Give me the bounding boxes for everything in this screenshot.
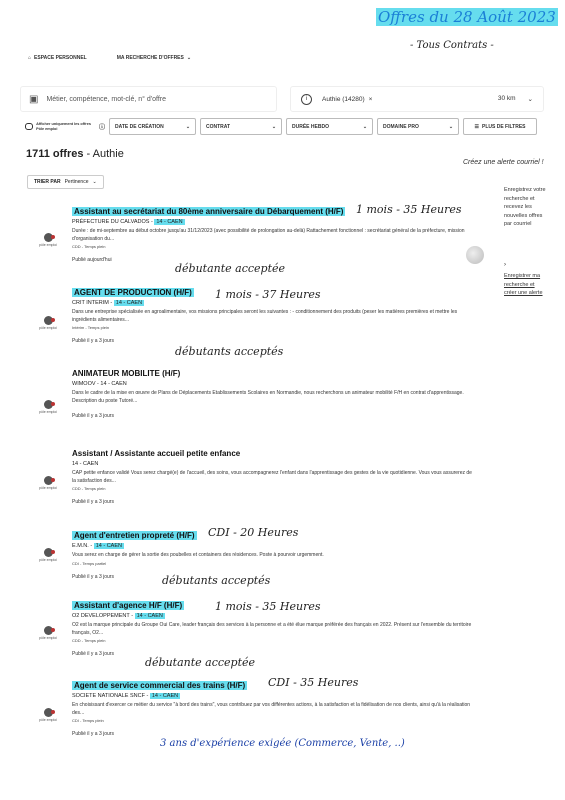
handwritten-job6-hours: 1 mois - 35 Heures bbox=[215, 600, 321, 613]
job-card[interactable]: Assistant d'agence H/F (H/F) O2 DEVELOPPEMENT - 14 - CAEN O2 est la marque principale du Groupe Oui Care, leader français des services à la personne et a été élue marque préférée des français en 2022. Présent sur l'ensemble du territoire français, O2... CDD - Temps plein Publié il y a 3 jours bbox=[72, 601, 472, 657]
chevron-down-icon: ⌄ bbox=[92, 179, 97, 185]
radius-select[interactable]: 30 km ⌄ bbox=[497, 95, 533, 103]
location-search-field[interactable]: i Authie (14280) × 30 km ⌄ bbox=[290, 86, 544, 112]
handwritten-note2: débutants acceptés bbox=[175, 345, 284, 358]
handwritten-job2-hours: 1 mois - 37 Heures bbox=[215, 288, 321, 301]
job-title[interactable]: AGENT DE PRODUCTION (H/F) bbox=[74, 288, 192, 297]
job-card[interactable]: Agent d'entretien propreté (H/F) E.M.N. - 14 - CAEN Vous serez en charge de gérer la sortie des poubelles et containers des résidences. Poste à pourvoir urgemment. CDI - Temps partiel Publié il y a 3 jours bbox=[72, 531, 324, 580]
job-card[interactable]: AGENT DE PRODUCTION (H/F) CRIT INTERIM - 14 - CAEN Dans une entreprise spécialisée en agroalimentaire, vos missions principales seront les suivantes : - conditionnement des produits (peser les matières premières et mettre les ingrédients alimentaires... Intérim - Temps plein Publié il y a 3 jours bbox=[72, 288, 458, 344]
sliders-icon: ☰ bbox=[474, 123, 479, 130]
more-filters-button[interactable]: ☰ PLUS DE FILTRES bbox=[463, 118, 537, 135]
job-title[interactable]: Agent d'entretien propreté (H/F) bbox=[74, 531, 195, 540]
toggle-switch[interactable] bbox=[25, 123, 33, 130]
keyword-search-input[interactable]: ▣ Métier, compétence, mot-clé, n° d'offre bbox=[20, 86, 277, 112]
job-title[interactable]: Assistant au secrétariat du 80ème anniversaire du Débarquement (H/F) bbox=[74, 207, 344, 216]
nav-my-search[interactable]: MA RECHERCHE D'OFFRES ⌄ bbox=[116, 55, 192, 61]
handwritten-contracts-note: - Tous Contrats - bbox=[410, 40, 494, 51]
pole-emploi-logo: pôle emploi bbox=[37, 316, 59, 330]
job-card[interactable]: ANIMATEUR MOBILITE (H/F) WIMOOV - 14 - CAEN Dans le cadre de la mise en œuvre de Plans de Déplacements Etablissements Scolaires en Normandie, nous recherchons un animateur mobilité F/H en contrat d'apprentissage. Description du poste Tutoré... Publié il y a 3 jours bbox=[72, 369, 464, 419]
handwritten-note7: 3 ans d'expérience exigée (Commerce, Vente, ..) bbox=[160, 738, 405, 749]
pole-emploi-logo: pôle emploi bbox=[37, 476, 59, 490]
info-icon: i bbox=[301, 94, 312, 105]
filter-domain[interactable]: DOMAINE PRO ⌄ bbox=[377, 118, 459, 135]
chevron-down-icon: ⌄ bbox=[185, 123, 191, 130]
info-icon: ⓘ bbox=[99, 125, 106, 131]
job-card[interactable]: Agent de service commercial des trains (H/F) SOCIETE NATIONALE SNCF - 14 - CAEN En choisissant d'exercer ce métier du service "à bord des trains", vous contribuez par vos différentes actions, à la satisfaction et la fidélisation de nos clients, ainsi qu'à la réalisation des... CDI - Temps plein Publié il y a 3 jours bbox=[72, 681, 471, 737]
chevron-down-icon: ⌄ bbox=[527, 96, 533, 103]
chevron-down-icon: ⌄ bbox=[186, 55, 192, 61]
handwritten-note5: débutants acceptés bbox=[162, 574, 271, 587]
handwritten-note1: débutante acceptée bbox=[175, 262, 286, 275]
handwritten-job7-hours: CDI - 35 Heures bbox=[268, 676, 359, 689]
handwritten-job1-hours: 1 mois - 35 Heures bbox=[356, 203, 462, 216]
handwritten-date-title: Offres du 28 Août 2023 bbox=[378, 8, 556, 26]
filter-hours[interactable]: DURÉE HEBDO ⌄ bbox=[286, 118, 373, 135]
job-title[interactable]: ANIMATEUR MOBILITE (H/F) bbox=[72, 369, 181, 378]
handwritten-job5-hours: CDI - 20 Heures bbox=[208, 526, 299, 539]
sort-select[interactable]: TRIER PAR Pertinence ⌄ bbox=[27, 175, 104, 189]
pole-emploi-logo: pôle emploi bbox=[37, 233, 59, 247]
arrow-icon: › bbox=[504, 262, 506, 268]
pole-emploi-only-toggle[interactable]: Afficher uniquement les offres Pôle emploi bbox=[25, 122, 95, 132]
chevron-down-icon: ⌄ bbox=[448, 123, 454, 130]
handwritten-note6: débutante acceptée bbox=[145, 656, 256, 669]
nav-personal-space[interactable]: ⌂ ESPACE PERSONNEL bbox=[28, 55, 87, 61]
filter-contract[interactable]: CONTRAT ⌄ bbox=[200, 118, 282, 135]
job-title[interactable]: Assistant d'agence H/F (H/F) bbox=[74, 601, 183, 610]
pole-emploi-logo: pôle emploi bbox=[37, 400, 59, 414]
clear-location-button[interactable]: × bbox=[368, 95, 373, 103]
job-card[interactable]: Assistant / Assistante accueil petite enfance 14 - CAEN CAP petite enfance validé Vous serez chargé(e) de l'accueil, des soins, vous accompagnerez l'enfant dans l'apprentissage des gestes de la vie quotidienne. Vous vous assurerez de la satisfaction des... CDD - Temps plein Publié il y a 3 jours bbox=[72, 449, 472, 505]
chevron-down-icon: ⌄ bbox=[362, 123, 368, 130]
job-card[interactable]: Assistant au secrétariat du 80ème anniversaire du Débarquement (H/F) PRÉFECTURE DU CALVADOS - 14 - CAEN Durée : de mi-septembre au début octobre jusqu'au 31/12/2023 (avec possibilité de prolongation au-delà) Rattachement fonctionnel : secrétariat général de la préfecture, mission d'organisation du... CDD - Temps plein Publié aujourd'hui bbox=[72, 207, 465, 263]
pole-emploi-logo: pôle emploi bbox=[37, 548, 59, 562]
home-icon: ⌂ bbox=[28, 55, 32, 61]
pole-emploi-logo: pôle emploi bbox=[37, 708, 59, 722]
filter-bar bbox=[25, 118, 537, 135]
create-alert-link[interactable]: Enregistrer ma recherche et créer une alerte bbox=[504, 273, 543, 296]
briefcase-icon: ▣ bbox=[29, 93, 39, 105]
chevron-down-icon: ⌄ bbox=[271, 123, 277, 130]
alert-title: Créez une alerte courriel ! bbox=[463, 159, 544, 166]
results-count: 1711 offres - Authie bbox=[26, 148, 124, 160]
top-nav bbox=[28, 55, 191, 61]
job-title[interactable]: Agent de service commercial des trains (H/F) bbox=[74, 681, 246, 690]
filter-date[interactable]: DATE DE CRÉATION ⌄ bbox=[109, 118, 196, 135]
alert-text: Enregistrez votre recherche et recevez les nouvelles offres par courriel bbox=[504, 187, 546, 227]
pole-emploi-logo: pôle emploi bbox=[37, 626, 59, 640]
job-title[interactable]: Assistant / Assistante accueil petite enfance bbox=[72, 449, 241, 458]
